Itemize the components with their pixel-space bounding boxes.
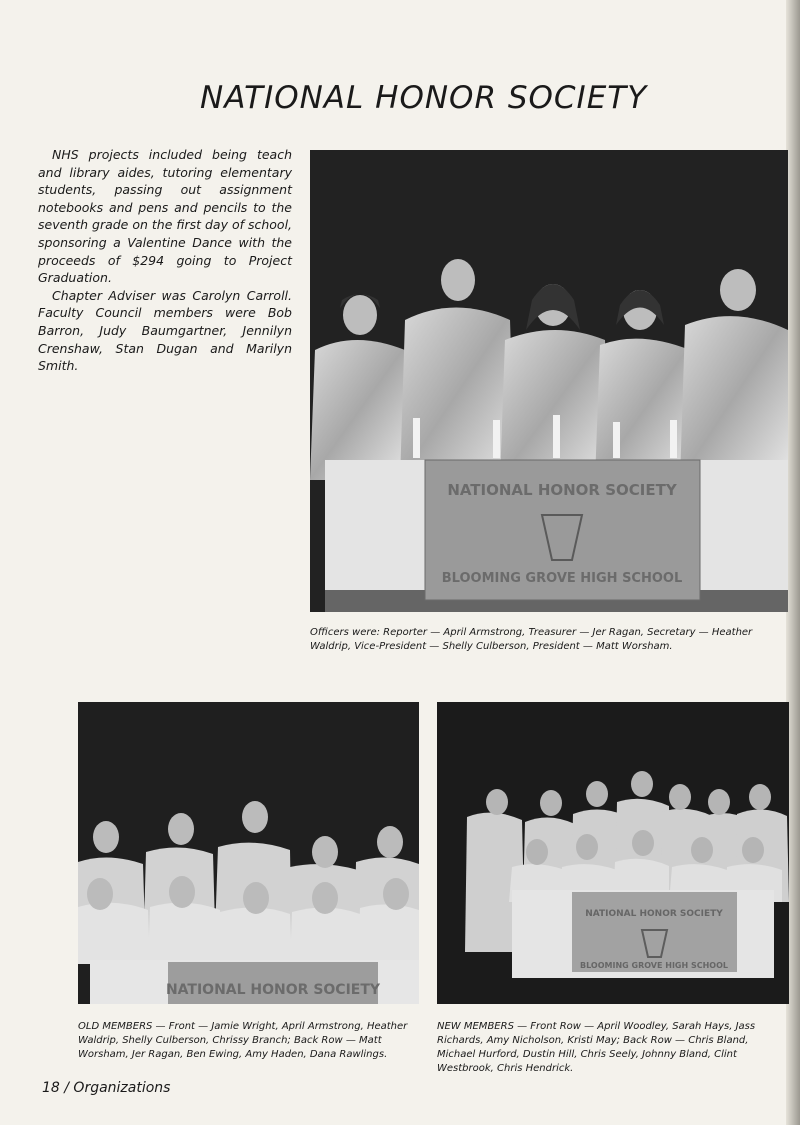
intro-text bbox=[38, 146, 292, 375]
old-members-banner-text: NATIONAL HONOR SOCIETY bbox=[165, 982, 381, 998]
officers-banner-text-top: NATIONAL HONOR SOCIETY bbox=[447, 481, 677, 499]
officers-photo bbox=[310, 150, 788, 612]
new-members-photo bbox=[437, 702, 789, 1004]
officers-caption: Officers were: Reporter — April Armstrong, Treasurer — Jer Ragan, Secretary — Heather Waldrip, Vice-President — Shelly Culberson, President — Matt Worsham. bbox=[310, 627, 753, 652]
page-folio: 18 / Organizations bbox=[42, 1080, 171, 1096]
page-title: NATIONAL HONOR SOCIETY bbox=[200, 80, 648, 116]
old-members-photo bbox=[78, 702, 419, 1004]
intro-paragraph-2: Chapter Adviser was Carolyn Carroll. Faculty Council members were Bob Barron, Judy Baumgartner, Jennilyn Crenshaw, Stan Dugan and Marilyn Smith. bbox=[38, 287, 292, 374]
intro-paragraph-1: NHS projects included being teach and library aides, tutoring elementary students, passing out assignment notebooks and pens and pencils to the seventh grade on the first day of school, sponsoring a Valentine Dance with the proceeds of $294 going to Project Graduation. bbox=[38, 147, 293, 286]
old-members-caption: OLD MEMBERS — Front — Jamie Wright, April Armstrong, Heather Waldrip, Shelly Culberson, Chrissy Branch; Back Row — Matt Worsham, Jer Ragan, Ben Ewing, Amy Haden, Dana Rawlings. bbox=[78, 1021, 408, 1060]
new-members-banner-text-bottom: BLOOMING GROVE HIGH SCHOOL bbox=[580, 961, 728, 970]
officers-banner-text-bottom: BLOOMING GROVE HIGH SCHOOL bbox=[441, 571, 683, 586]
new-members-banner-text-top: NATIONAL HONOR SOCIETY bbox=[585, 909, 723, 919]
new-members-caption: NEW MEMBERS — Front Row — April Woodley, Sarah Hays, Jass Richards, Amy Nicholson, Kristi May; Back Row — Chris Bland, Michael Hurford, Dustin Hill, Chris Seely, Johnny Bland, Clint Westbrook, Chris Hendrick. bbox=[437, 1021, 756, 1074]
